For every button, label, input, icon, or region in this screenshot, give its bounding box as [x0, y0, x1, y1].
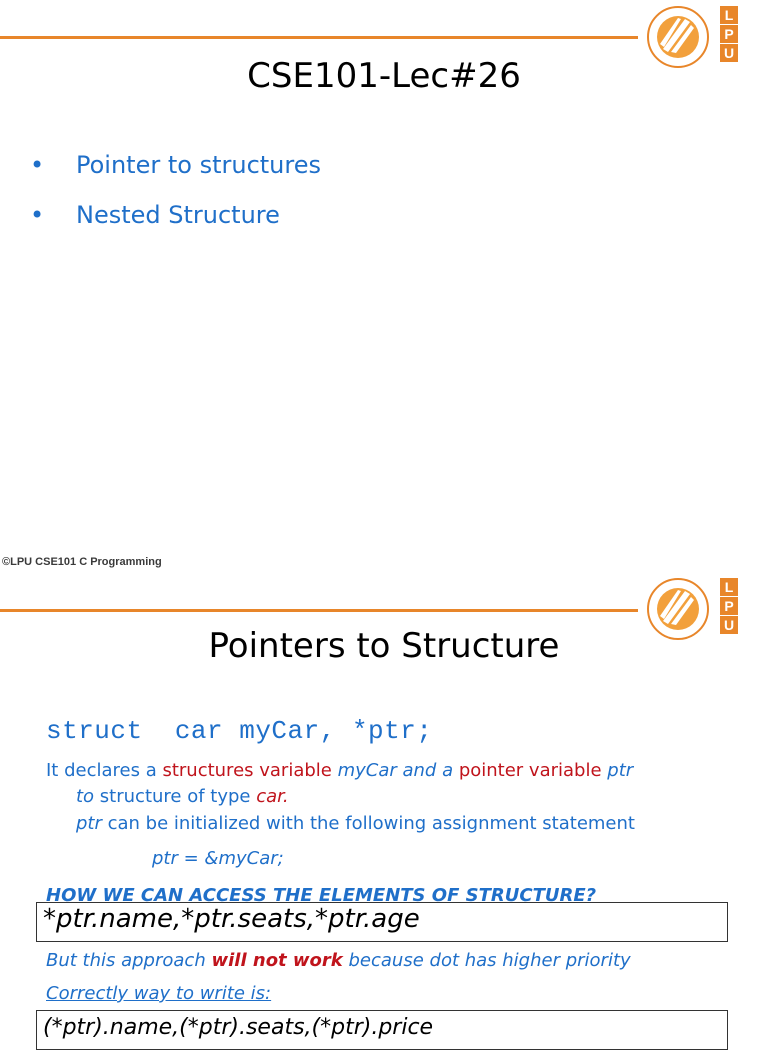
text-line-2: to structure of type car.	[76, 786, 289, 807]
text-line-6: But this approach will not work because dot has higher priority	[46, 950, 631, 971]
logo-letter-u: U	[720, 44, 738, 62]
slide-2-title: Pointers to Structure	[208, 626, 560, 666]
correct-access-box	[36, 1010, 728, 1050]
slide-1-title: CSE101-Lec#26	[247, 56, 521, 96]
bullet-text: Pointer to structures	[76, 151, 321, 179]
bullet-list	[30, 140, 321, 240]
wrong-access-text: *ptr.name,*ptr.seats,*ptr.age	[43, 904, 420, 934]
bullet-item	[30, 140, 321, 190]
bullet-dot-icon: •	[30, 201, 45, 229]
logo-letter-p: P	[720, 25, 738, 43]
logo-letter-l: L	[720, 578, 738, 596]
slide-footer: ©LPU CSE101 C Programming	[2, 556, 162, 568]
logo-letter-p: P	[720, 597, 738, 615]
logo-letter-l: L	[720, 6, 738, 24]
logo-letter-u: U	[720, 616, 738, 634]
text-line-1: It declares a structures variable myCar and a pointer variable ptr	[46, 760, 634, 781]
section-question: HOW WE CAN ACCESS THE ELEMENTS OF STRUCTURE?	[46, 885, 597, 906]
slide-2	[0, 579, 768, 1040]
correct-way-label: Correctly way to write is:	[46, 983, 272, 1004]
bullet-dot-icon: •	[30, 151, 45, 179]
code-declaration: struct car myCar, *ptr;	[46, 716, 433, 746]
bullet-text: Nested Structure	[76, 201, 280, 229]
assignment-statement: ptr = &myCar;	[152, 848, 284, 869]
correct-access-text: (*ptr).name,(*ptr).seats,(*ptr).price	[43, 1015, 434, 1040]
text-line-3: ptr can be initialized with the following assignment statement	[76, 813, 635, 834]
bullet-item	[30, 190, 321, 240]
wrong-access-box	[36, 902, 728, 942]
